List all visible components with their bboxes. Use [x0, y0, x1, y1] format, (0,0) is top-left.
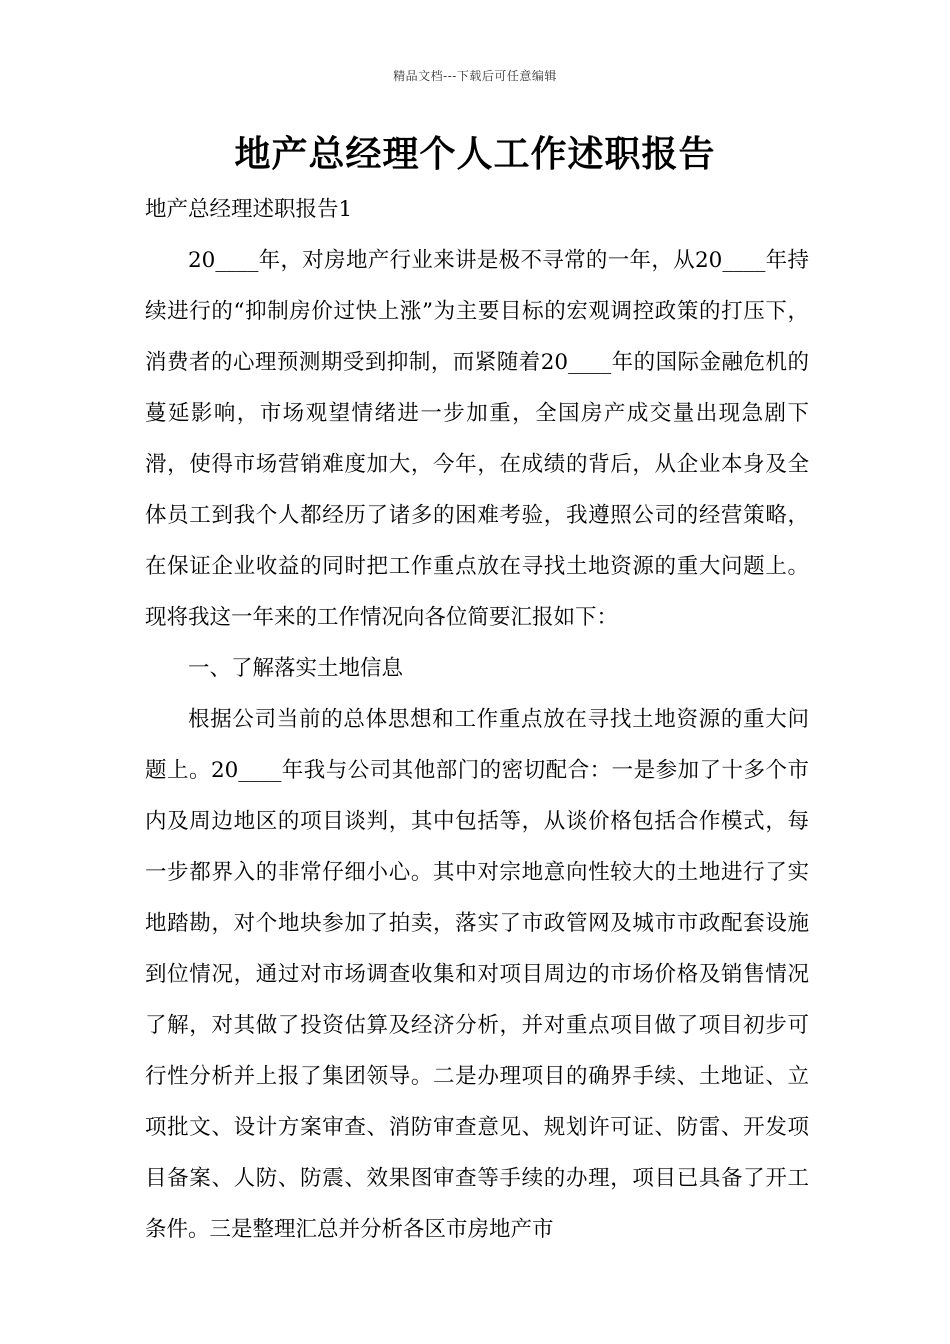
- paragraph-intro: 20____年，对房地产行业来讲是极不寻常的一年，从20____年持续进行的“抑制房价过快上涨”为主要目标的宏观调控政策的打压下，消费者的心理预测期受到抑制，而紧随着20____年的国际金融危机的蔓延影响，市场观望情绪进一步加重，全国房产成交量出现急剧下滑，使得市场营销难度加大，今年，在成绩的背后，从企业本身及全体员工到我个人都经历了诸多的困难考验，我遵照公司的经营策略，在保证企业收益的同时把工作重点放在寻找土地资源的重大问题上。现将我这一年来的工作情况向各位简要汇报如下：: [145, 248, 809, 630]
- section-subtitle: 地产总经理述职报告1: [145, 197, 353, 222]
- document-body: [145, 184, 809, 1255]
- paragraph-land-info: 根据公司当前的总体思想和工作重点放在寻找土地资源的重大问题上。20____年我与公司其他部门的密切配合：一是参加了十多个市内及周边地区的项目谈判，其中包括等，从谈价格包括合作模式，每一步都界入的非常仔细小心。其中对宗地意向性较大的土地进行了实地踏勘，对个地块参加了拍卖，落实了市政管网及城市市政配套设施到位情况，通过对市场调查收集和对项目周边的市场价格及销售情况了解，对其做了投资估算及经济分析，并对重点项目做了项目初步可行性分析并上报了集团领导。二是办理项目的确界手续、土地证、立项批文、设计方案审查、消防审查意见、规划许可证、防雷、开发项目备案、人防、防震、效果图审查等手续的办理，项目已具备了开工条件。三是整理汇总并分析各区市房地产市: [145, 707, 809, 1242]
- section-heading-1: 一、了解落实土地信息: [188, 656, 404, 681]
- page-title: 地产总经理个人工作述职报告: [234, 133, 716, 175]
- header-note: 精品文档---下载后可任意编辑: [393, 69, 557, 83]
